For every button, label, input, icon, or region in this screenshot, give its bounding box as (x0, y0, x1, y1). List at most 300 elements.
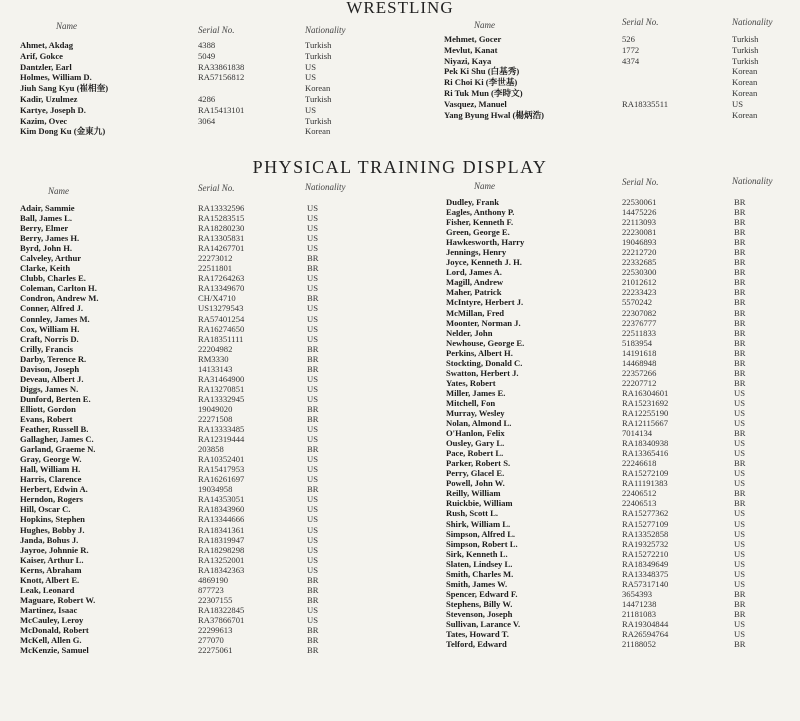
ptd-right-serials (622, 197, 668, 649)
ptd-right-entry (734, 498, 745, 508)
ptd-right-entry-name: Powell, John W. (446, 478, 505, 489)
ptd-left-entry (20, 283, 98, 293)
ptd-left-entry-nat: US (307, 534, 318, 545)
ptd-right-entry (734, 599, 745, 609)
ptd-left-entry-name: Conner, Alfred J. (20, 303, 84, 314)
ptd-left-entry-name: Elliott, Gordon (20, 403, 76, 414)
ptd-left-entry-nat: US (307, 333, 318, 344)
ptd-left-entry-nat: BR (307, 444, 319, 455)
ptd-left-entry-name: Herndon, Rogers (20, 494, 84, 505)
ptd-right-entry (446, 498, 524, 508)
ptd-right-entry-name: Spencer, Edward F. (446, 588, 518, 599)
ptd-right-entry (734, 468, 745, 478)
ptd-right-entry (446, 488, 524, 498)
ptd-right-entry-nat: BR (734, 588, 746, 599)
ptd-left-entry-name: Diggs, James N. (20, 383, 79, 394)
ptd-right-entry (446, 418, 524, 428)
ptd-right-entry-serial: 21188052 (622, 639, 657, 650)
ptd-left-entry (20, 625, 98, 635)
ptd-right-entry (734, 629, 745, 639)
ptd-left-entry (307, 314, 318, 324)
ptd-left-entry-name: Calveley, Arthur (20, 253, 82, 264)
wr-right-entry-name: Mehmet, Gocer (444, 34, 502, 44)
ptd-right-entry-nat: US (734, 478, 745, 489)
ptd-left-entry-name: Davison, Joseph (20, 363, 80, 374)
ptd-right-entry (734, 197, 745, 207)
ptd-right-entry (734, 227, 745, 237)
ptd-right-entry (734, 519, 745, 529)
ptd-left-entry-nat: US (307, 303, 318, 314)
ptd-left-entry-nat: US (307, 233, 318, 244)
ptd-right-entry-name: Swatton, Herbert J. (446, 367, 519, 378)
ptd-right-entry-name: Stephens, Billy W. (446, 598, 513, 609)
ptd-right-entry-name: Ruickbie, William (446, 498, 513, 509)
ptd-right-entry (622, 388, 668, 398)
ptd-left-entry-serial: RA13344666 (198, 514, 245, 525)
ptd-right-entry-nat: US (734, 618, 745, 629)
ptd-right-entry-serial: 22230081 (622, 227, 657, 238)
ptd-left-entry (20, 615, 98, 625)
ptd-right-entry (622, 529, 668, 539)
ptd-right-entry (622, 468, 668, 478)
ptd-left-entry-nat: US (307, 614, 318, 625)
wr-left-entry (198, 116, 244, 127)
ptd-right-entry-serial: RA13365416 (622, 448, 669, 459)
ptd-left-entry-name: Dunford, Berten E. (20, 393, 91, 404)
wr-right-entry (444, 88, 544, 99)
ptd-left-entry (198, 253, 244, 263)
ptd-left-entry-name: Hopkins, Stephen (20, 514, 85, 525)
ptd-right-names (446, 197, 524, 649)
ptd-left-entry (307, 364, 318, 374)
ptd-right-entry (734, 458, 745, 468)
ptd-left-entry-name: Berry, James H. (20, 233, 80, 244)
wr-left-entry (20, 83, 108, 94)
ptd-left-entry (198, 605, 244, 615)
wrestling-left-nationality-header: Nationality (305, 25, 346, 35)
ptd-left-entry-serial: US13279543 (198, 303, 244, 314)
wr-right-entry (444, 77, 544, 88)
ptd-right-entry (734, 308, 745, 318)
ptd-left-entry-nat: BR (307, 413, 319, 424)
ptd-right-entry (734, 508, 745, 518)
ptd-right-entry (446, 338, 524, 348)
ptd-right-entry-serial: 3654393 (622, 588, 653, 599)
wr-right-entry (622, 77, 668, 88)
ptd-left-entry (198, 615, 244, 625)
ptd-left-entry-serial: RA57401254 (198, 313, 245, 324)
ptd-left-entry-nat: US (307, 203, 318, 213)
ptd-right-entry (622, 267, 668, 277)
ptd-right-entry-name: Stevenson, Joseph (446, 608, 513, 619)
ptd-right-entry-name: Murray, Wesley (446, 407, 505, 418)
ptd-right-entry (446, 629, 524, 639)
ptd-left-entry (20, 223, 98, 233)
ptd-right-entry (734, 619, 745, 629)
ptd-right-entry (622, 599, 668, 609)
ptd-right-entry-name: McIntyre, Herbert J. (446, 297, 524, 308)
ptd-right-entry (622, 519, 668, 529)
ptd-right-entry (446, 508, 524, 518)
ptd-left-entry (198, 303, 244, 313)
ptd-left-entry-nat: US (307, 373, 318, 384)
ptd-left-entry-name: Garland, Graeme N. (20, 444, 96, 455)
ptd-left-entry-nat: US (307, 213, 318, 224)
ptd-right-entry-nat: US (734, 548, 745, 559)
ptd-left-entry (307, 233, 318, 243)
ptd-right-entry-nat: BR (734, 237, 746, 248)
ptd-right-entry-nat: US (734, 508, 745, 519)
ptd-left-entry-nat: US (307, 393, 318, 404)
ptd-right-entry-nat: BR (734, 307, 746, 318)
ptd-left-entry-name: Kaiser, Arthur L. (20, 554, 84, 565)
ptd-left-entry (20, 334, 98, 344)
ptd-left-entry (198, 414, 244, 424)
ptd-right-entry (734, 539, 745, 549)
ptd-right-entry-name: Perkins, Albert H. (446, 347, 513, 358)
ptd-left-entry (307, 454, 318, 464)
ptd-right-entry (446, 247, 524, 257)
ptd-left-entry-name: Gallagher, James C. (20, 434, 94, 445)
wr-left-entry-name: Dantzler, Earl (20, 61, 72, 72)
ptd-left-entry (20, 243, 98, 253)
ptd-right-entry (446, 388, 524, 398)
wr-right-entry (444, 66, 544, 77)
ptd-left-entry (20, 535, 98, 545)
ptd-left-entry-serial: RA18319947 (198, 534, 245, 545)
wr-left-entry-serial: RA33861838 (198, 61, 245, 72)
ptd-left-entry-name: Berry, Elmer (20, 223, 69, 234)
ptd-left-entry (20, 203, 98, 213)
ptd-right-entry (622, 428, 668, 438)
ptd-left-entry-serial: 22299613 (198, 624, 233, 635)
ptd-left-entry (307, 414, 318, 424)
ptd-left-entry (198, 384, 244, 394)
ptd-right-entry (446, 358, 524, 368)
ptd-left-entry-serial: RA17264263 (198, 273, 245, 284)
ptd-right-entry (734, 408, 745, 418)
ptd-right-entry-nat: BR (734, 608, 746, 619)
wr-left-entry (20, 126, 108, 137)
wr-right-entry (732, 99, 758, 110)
ptd-left-entry (198, 635, 244, 645)
ptd-right-entry-serial: RA15277362 (622, 508, 669, 519)
ptd-right-entry (446, 579, 524, 589)
ptd-left-entry (307, 595, 318, 605)
ptd-left-entry-serial: RM3330 (198, 353, 229, 364)
ptd-left-entry-serial: RA18322845 (198, 604, 245, 615)
ptd-right-entry-name: Dudley, Frank (446, 197, 500, 207)
ptd-left-entry-serial: RA13332945 (198, 393, 245, 404)
wrestling-right-name-header: Name (474, 20, 495, 30)
ptd-right-entry-name: Pace, Robert L. (446, 448, 504, 459)
ptd-right-entry-name: Maher, Patrick (446, 287, 502, 298)
ptd-left-entry-serial: 22275061 (198, 645, 233, 656)
ptd-right-entry-nat: BR (734, 227, 746, 238)
ptd-right-entry (446, 448, 524, 458)
ptd-left-entry (198, 444, 244, 454)
ptd-right-entry (734, 297, 745, 307)
ptd-right-entry-serial: 22113093 (622, 217, 657, 228)
ptd-right-entry (622, 308, 668, 318)
wr-right-entry (444, 45, 544, 56)
ptd-right-entry-nat: US (734, 438, 745, 449)
ptd-right-entry-serial: 22246618 (622, 458, 657, 469)
wr-left-entry-serial: RA57156812 (198, 72, 245, 83)
ptd-left-entry-name: McDonald, Robert (20, 624, 89, 635)
ptd-right-entry-serial: 19046893 (622, 237, 657, 248)
ptd-right-entry-nat: BR (734, 317, 746, 328)
ptd-right-entry-serial: RA26594764 (622, 629, 669, 640)
ptd-left-entry-name: Feather, Russell B. (20, 424, 89, 435)
ptd-left-entry (198, 565, 244, 575)
ptd-left-entry-serial: RA18342363 (198, 564, 245, 575)
ptd-right-entry-name: Yates, Robert (446, 377, 496, 388)
ptd-right-entry (734, 428, 745, 438)
ptd-left-entry (307, 344, 318, 354)
wr-left-entry (198, 94, 244, 105)
ptd-right-entry-nat: US (734, 538, 745, 549)
ptd-right-entry (734, 318, 745, 328)
ptd-right-entry-serial: RA12115667 (622, 418, 668, 429)
ptd-right-entry (622, 318, 668, 328)
wr-left-entry-nat: Korean (305, 126, 331, 137)
wrestling-right-nationalities (732, 34, 758, 120)
wr-left-entry (198, 126, 244, 137)
ptd-right-entry (446, 529, 524, 539)
ptd-right-entry (622, 629, 668, 639)
ptd-right-entry-nat: BR (734, 347, 746, 358)
wr-right-entry (732, 56, 758, 67)
ptd-right-entry-name: Eagles, Anthony P. (446, 207, 515, 218)
ptd-left-entry-serial: RA13305831 (198, 233, 245, 244)
ptd-left-entry (198, 364, 244, 374)
wr-right-entry-nat: Turkish (732, 55, 759, 66)
ptd-left-entry (198, 243, 244, 253)
ptd-right-entry-name: Simpson, Robert L. (446, 538, 518, 549)
ptd-left-entry-serial: RA18298298 (198, 544, 245, 555)
ptd-left-entry-nat: US (307, 494, 318, 505)
ptd-left-entry (20, 414, 98, 424)
wr-left-entry-nat: Turkish (305, 93, 332, 104)
ptd-left-entry (20, 293, 98, 303)
ptd-right-entry (734, 438, 745, 448)
ptd-left-entry-nat: BR (307, 293, 319, 304)
ptd-right-entry-nat: US (734, 407, 745, 418)
wr-right-entry-name: Ri Choi Ki (李世基) (444, 77, 518, 88)
wr-right-entry-nat: Korean (732, 109, 758, 120)
ptd-right-entry (734, 589, 745, 599)
ptd-left-entry-serial: RA13333485 (198, 424, 245, 435)
ptd-left-entry-serial: RA15417953 (198, 464, 245, 475)
ptd-right-entry (622, 247, 668, 257)
wr-left-entry-serial: RA15413101 (198, 104, 245, 115)
ptd-right-entry (734, 358, 745, 368)
ptd-right-entry-nat: US (734, 578, 745, 589)
ptd-left-entry (307, 303, 318, 313)
ptd-left-entry-serial: RA13332596 (198, 203, 245, 213)
ptd-right-entry (446, 428, 524, 438)
wr-left-entry-serial: 3064 (198, 115, 216, 126)
ptd-right-entry-nat: BR (734, 247, 746, 258)
ptd-left-entry (307, 585, 318, 595)
ptd-left-entry (198, 454, 244, 464)
ptd-right-entry (622, 197, 668, 207)
ptd-left-entry-name: Connley, James M. (20, 313, 90, 324)
wrestling-right-serial-header: Serial No. (622, 17, 659, 27)
wr-right-entry-name: Niyazi, Kaya (444, 55, 492, 66)
ptd-right-entry-name: Fisher, Kenneth F. (446, 217, 514, 228)
ptd-right-entry (734, 207, 745, 217)
wr-left-entry-name: Arif, Gokce (20, 50, 63, 61)
ptd-left-entry (198, 494, 244, 504)
ptd-left-entry-name: Byrd, John H. (20, 243, 73, 254)
ptd-left-entry-name: Adair, Sammie (20, 203, 75, 213)
ptd-left-entry-name: Leak, Leonard (20, 584, 75, 595)
ptd-left-entry (20, 253, 98, 263)
ptd-right-entry-serial: RA16304601 (622, 387, 669, 398)
ptd-right-entry (622, 368, 668, 378)
ptd-right-entry-nat: BR (734, 428, 746, 439)
ptd-right-entry-name: Sullivan, Larance V. (446, 618, 521, 629)
ptd-right-serial-header: Serial No. (622, 177, 659, 187)
ptd-right-entry (622, 338, 668, 348)
ptd-left-entry-nat: US (307, 313, 318, 324)
ptd-right-entry (622, 418, 668, 428)
ptd-right-entry-name: Stockting, Donald C. (446, 357, 523, 368)
ptd-left-entry (307, 575, 318, 585)
ptd-right-entry (734, 247, 745, 257)
ptd-left-entry-nat: BR (307, 484, 319, 495)
ptd-left-entry (307, 213, 318, 223)
ptd-left-entry-nat: US (307, 604, 318, 615)
wr-left-entry (305, 126, 331, 137)
ptd-left-entry-nat: US (307, 454, 318, 465)
ptd-right-entry (734, 277, 745, 287)
ptd-left-entry-nat: US (307, 464, 318, 475)
ptd-right-entry (622, 478, 668, 488)
ptd-left-entry (198, 555, 244, 565)
ptd-right-entry-serial: RA15231692 (622, 397, 669, 408)
ptd-left-entry (198, 263, 244, 273)
ptd-left-entry-serial: 877723 (198, 584, 224, 595)
ptd-right-entry (446, 398, 524, 408)
ptd-right-entry (622, 549, 668, 559)
ptd-right-entry (734, 267, 745, 277)
ptd-right-entry (622, 257, 668, 267)
ptd-left-entry (20, 394, 98, 404)
wr-left-entry (20, 116, 108, 127)
ptd-right-entry-serial: 14191618 (622, 347, 657, 358)
wr-right-entry (622, 45, 668, 56)
ptd-left-serials (198, 203, 244, 655)
ptd-left-entry (198, 293, 244, 303)
ptd-right-entry (622, 609, 668, 619)
ptd-right-entry (734, 328, 745, 338)
ptd-right-entry-name: Perry, Glacel E. (446, 468, 505, 479)
ptd-right-entry (734, 368, 745, 378)
wr-left-entry-nat: Turkish (305, 50, 332, 61)
ptd-right-entry (446, 478, 524, 488)
ptd-left-entry-nat: BR (307, 363, 319, 374)
ptd-right-name-header: Name (474, 181, 495, 191)
ptd-left-entry-serial: RA31464900 (198, 373, 245, 384)
ptd-left-entry (20, 585, 98, 595)
ptd-left-entry-serial: 22204982 (198, 343, 233, 354)
ptd-left-entry (20, 364, 98, 374)
ptd-left-entry (20, 575, 98, 585)
wrestling-right-names (444, 34, 544, 120)
ptd-right-entry-name: Slaten, Lindsey L. (446, 558, 513, 569)
ptd-right-entry (446, 468, 524, 478)
ptd-left-entry (307, 283, 318, 293)
ptd-left-entry (20, 404, 98, 414)
ptd-left-entry (198, 595, 244, 605)
wr-left-entry (198, 83, 244, 94)
ptd-left-entry (198, 464, 244, 474)
wr-right-entry-nat: Turkish (732, 44, 759, 55)
ptd-right-entry-serial: RA19304844 (622, 618, 669, 629)
ptd-left-entry (198, 404, 244, 414)
ptd-left-entry (198, 575, 244, 585)
ptd-left-entry (20, 273, 98, 283)
ptd-right-entry-nat: US (734, 468, 745, 479)
ptd-left-entry-name: Kerns, Abraham (20, 564, 82, 575)
ptd-left-entry (198, 424, 244, 434)
ptd-left-entry-nat: US (307, 223, 318, 234)
ptd-left-entry-serial: RA16261697 (198, 474, 245, 485)
ptd-left-entry (307, 464, 318, 474)
ptd-right-entry-serial: RA11191383 (622, 478, 668, 489)
ptd-left-entry (307, 615, 318, 625)
ptd-left-names (20, 203, 98, 655)
ptd-right-entry-serial: 22530061 (622, 197, 657, 207)
ptd-right-entry-serial: 22530300 (622, 267, 657, 278)
ptd-left-entry-nat: US (307, 424, 318, 435)
wr-left-entry (198, 40, 244, 51)
wr-right-entry-nat: Korean (732, 66, 758, 77)
wr-left-entry (198, 51, 244, 62)
wr-left-entry (305, 83, 331, 94)
ptd-left-entry-name: Crilly, Francis (20, 343, 73, 354)
wr-left-entry (20, 62, 108, 73)
ptd-right-entry-nat: BR (734, 257, 746, 268)
ptd-right-entry-nat: US (734, 397, 745, 408)
wr-right-entry-nat: US (732, 98, 743, 109)
ptd-left-entry (198, 585, 244, 595)
ptd-left-entry (198, 394, 244, 404)
ptd-right-entry-name: Hawkesworth, Harry (446, 237, 525, 248)
ptd-left-entry (20, 474, 98, 484)
wrestling-right-serials (622, 34, 668, 120)
wr-right-entry (732, 88, 758, 99)
ptd-right-entry-nat: BR (734, 458, 746, 469)
ptd-right-entry-nat: BR (734, 488, 746, 499)
ptd-right-entry (622, 559, 668, 569)
wr-left-entry (305, 51, 331, 62)
wr-right-entry-serial: 4374 (622, 55, 640, 66)
ptd-right-entry (734, 448, 745, 458)
wr-right-entry (732, 77, 758, 88)
ptd-left-entry-nat: US (307, 323, 318, 334)
wr-right-entry (444, 56, 544, 67)
ptd-right-entry-name: Reilly, William (446, 488, 501, 499)
wr-right-entry-nat: Korean (732, 87, 758, 98)
ptd-right-entry (446, 267, 524, 277)
ptd-right-entry-serial: 22307082 (622, 307, 657, 318)
ptd-left-entry (307, 514, 318, 524)
ptd-left-entry (20, 384, 98, 394)
